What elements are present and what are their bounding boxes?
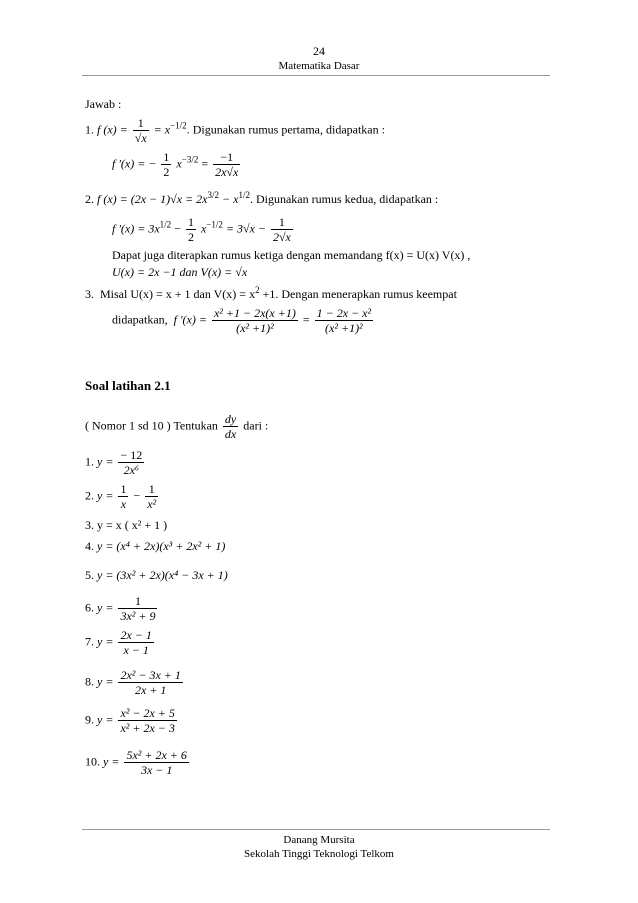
item-number: 3.: [85, 287, 94, 301]
exercise-6: [85, 594, 159, 623]
function-expr: f (x) = (2x − 1)√x = 2x: [97, 192, 208, 206]
exercise-lhs: y =: [97, 488, 114, 503]
equals: = 3√x −: [225, 221, 266, 236]
item-text: . Digunakan rumus kedua, didapatkan :: [249, 192, 439, 206]
item-number: 7.: [85, 634, 94, 649]
derivative-lhs: f '(x) = −: [112, 156, 157, 171]
exercise-2: [85, 482, 160, 511]
exercise-10: [85, 748, 191, 777]
jawab-item-3: [85, 285, 457, 302]
footer-rule: [82, 829, 550, 830]
exercise-lhs: y =: [97, 454, 114, 469]
exercise-5: [85, 568, 228, 583]
exponent: −3/2: [181, 154, 199, 165]
item-number: 2.: [85, 488, 94, 503]
fraction: $\frac{1}{2√x}$: [272, 215, 291, 244]
exponent: 3/2: [207, 190, 220, 200]
soal-intro: [85, 412, 268, 441]
item-number: 1.: [85, 122, 94, 137]
exponent: 1/2: [159, 219, 172, 230]
item-number: 8.: [85, 674, 94, 689]
exercise-lhs: y =: [97, 712, 114, 727]
footer-author: Danang Mursita: [283, 834, 355, 846]
item-text: . Digunakan rumus pertama, didapatkan :: [186, 122, 385, 137]
variable: x: [200, 221, 207, 236]
derivative-lhs: f '(x) =: [173, 312, 207, 327]
function-lhs: f (x) =: [97, 122, 128, 137]
exercise-lhs: y =: [97, 674, 114, 689]
equals: =: [302, 312, 310, 327]
exercise-4: [85, 539, 225, 554]
section-heading: Soal latihan 2.1: [85, 378, 171, 393]
variable: x: [176, 156, 182, 171]
exponent: 2: [255, 285, 260, 295]
fraction: $\frac{1}{\text{x²}}$: [147, 482, 157, 511]
fraction: $\frac{\text{x² +1 − 2x(x +1)}}{\text{(x² +1)²}}$: [213, 306, 296, 335]
jawab-item-3-derivative: [112, 306, 375, 335]
fraction: $\frac{-1}{2x√x}$: [215, 150, 239, 179]
fraction: $\frac{\text{1 − 2x − x²}}{\text{(x² +1)²}}$: [316, 306, 372, 335]
fraction: $\frac{1}{√x}$: [134, 116, 147, 145]
item-text: +1. Dengan menerapkan rumus keempat: [262, 287, 457, 301]
function-expr: − x: [222, 192, 239, 206]
exponent: −1/2: [170, 120, 187, 131]
fraction: $\frac{\text{2x² − 3x + 1}}{2x + 1}$: [120, 668, 181, 697]
minus: −: [133, 488, 141, 503]
item-text: didapatkan,: [112, 312, 168, 327]
exercise-9: [85, 706, 179, 735]
item-text: Misal U(x) = x + 1 dan V(x) = x: [100, 287, 256, 301]
intro-text: dari :: [243, 418, 269, 433]
footer-institution: Sekolah Tinggi Teknologi Telkom: [244, 848, 394, 860]
exercise-expr: y = (3x² + 2x)(x⁴ − 3x + 1): [97, 568, 228, 582]
page-number: 24: [313, 44, 325, 58]
item-number: 2.: [85, 192, 94, 206]
jawab-item-1-derivative: [112, 150, 242, 179]
jawab-item-2-note: Dapat juga diterapkan rumus ketiga dengan memandang f(x) = U(x) V(x) ,: [112, 248, 471, 262]
fraction: $\frac{1}{\text{3x² + 9}}$: [120, 594, 156, 623]
intro-text: ( Nomor 1 sd 10 ) Tentukan: [85, 418, 218, 433]
item-number: 9.: [85, 712, 94, 727]
exponent: 1/2: [238, 190, 250, 200]
exercise-8: [85, 668, 185, 697]
derivative-lhs: f '(x) = 3x: [112, 221, 160, 236]
minus: −: [174, 221, 181, 236]
fraction: $\frac{- 12}{\text{2x⁶}}$: [120, 448, 143, 477]
exercise-expr: y = (x⁴ + 2x)(x³ + 2x² + 1): [97, 539, 226, 553]
jawab-item-2: [85, 190, 438, 207]
exercise-3: [85, 518, 167, 533]
jawab-item-2-note2: U(x) = 2x −1 dan V(x) = √x: [112, 265, 248, 279]
fraction: $\frac{1}{x}$: [120, 482, 127, 511]
fraction: $\frac{1}{2}$: [187, 215, 194, 244]
fraction: $\frac{2x - 1}{x - 1}$: [120, 628, 152, 657]
exercise-lhs: y =: [103, 754, 120, 769]
fraction: $\frac{dy}{dx}$: [224, 412, 237, 441]
exercise-lhs: y =: [97, 634, 114, 649]
item-number: 10.: [85, 754, 100, 769]
exercise-expr: y = x ( x² + 1 ): [97, 518, 168, 532]
fraction: $\frac{\text{x² − 2x + 5}}{\text{x² + 2x − 3}}$: [120, 706, 175, 735]
fraction: $\frac{\text{5x² + 2x + 6}}{3x - 1}$: [126, 748, 187, 777]
jawab-item-2-derivative: [112, 215, 295, 244]
power-expr: = x: [153, 122, 171, 137]
jawab-item-1: [85, 116, 385, 145]
item-number: 1.: [85, 454, 94, 469]
exponent: −1/2: [206, 219, 223, 230]
header-title: Matematika Dasar: [278, 60, 360, 72]
header-rule: [82, 75, 550, 76]
item-number: 6.: [85, 600, 94, 615]
item-number: 5.: [85, 568, 94, 582]
exercise-1: [85, 448, 146, 477]
equals: =: [201, 156, 209, 171]
exercise-7: [85, 628, 156, 657]
exercise-lhs: y =: [97, 600, 114, 615]
item-number: 4.: [85, 539, 94, 553]
item-number: 3.: [85, 518, 94, 532]
jawab-label: Jawab :: [85, 97, 122, 111]
fraction: $\frac{1}{2}$: [163, 150, 170, 179]
